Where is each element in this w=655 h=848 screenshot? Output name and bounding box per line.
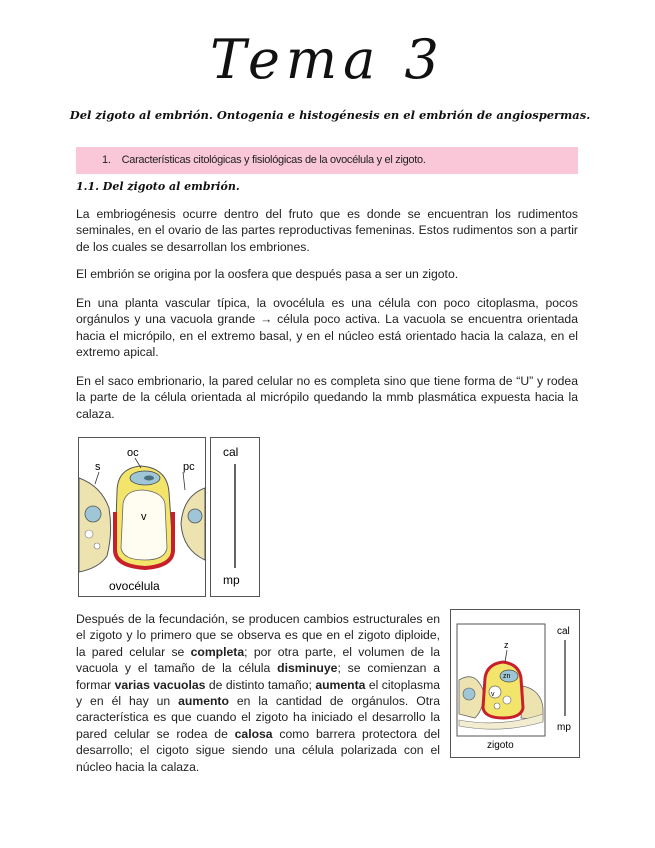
polar-cell-shape (181, 488, 205, 560)
ovocelula-figure (78, 437, 206, 597)
label-s: s (95, 461, 101, 473)
keyword-disminuye: disminuye (277, 661, 338, 676)
axis-label-mp-2: mp (557, 722, 571, 733)
section-heading-text: Características citológicas y fisiológicas de la ovocélula y el zigoto. (121, 154, 426, 166)
figure-caption-ovocelula: ovocélula (109, 579, 160, 593)
label-oc: oc (127, 447, 139, 459)
paragraph-embrion-origen: El embrión se origina por la oosfera que después pasa a ser un zigoto. (76, 267, 459, 281)
paragraph-saco-embrionario: En el saco embrionario, la pared celular no es completa sino que tiene forma de “U” y rodea la parte de la célula orientada al micrópilo quedando la mmb plasmática expuesta hacia la calaza. (76, 374, 578, 421)
page-title: Tema 3 (210, 28, 445, 91)
section-number: 1. (102, 154, 111, 166)
synergid-left-shape (79, 478, 111, 572)
polarity-axis-1 (211, 438, 259, 596)
axis-label-mp: mp (223, 573, 240, 587)
ovocelula-illustration (79, 438, 205, 596)
keyword-aumento: aumento (178, 694, 229, 709)
axis-label-cal: cal (223, 445, 239, 459)
label-pc: pc (183, 461, 195, 473)
paragraph-zigoto: Después de la fecundación, se producen cambios estructurales en el zigoto y lo primero que se observa es que en el zigoto diploide, la pared celular se completa; por otra parte, el volumen de la vacuola y el tamaño de la célula disminuye; se comienzan a formar varias vacuolas de distinto tamaño; aumenta el citoplasma y en él hay un aumento en la cantidad de orgánulos. Otra característica es que cuando el zigoto ha iniciado el desarrollo la pared celular se rodea de calosa como barrera protectora del desarrollo; el cigoto sigue siendo una célula polarizada con el núcleo hacia la calaza. (76, 612, 440, 774)
page-subtitle: Del zigoto al embrión. Ontogenia e histogénesis en el embrión de angiospermas. (69, 108, 591, 122)
paragraph-embriogenesis: La embriogénesis ocurre dentro del fruto que es donde se encuentran los rudimentos seminales, en el ovario de las partes reproductivas femeninas. Estos rudimentos son a partir de los cuales se desarrollan los embriones. (76, 207, 578, 254)
polarity-axis-figure-1 (210, 437, 260, 597)
keyword-aumenta: aumenta (315, 677, 366, 692)
section-heading (102, 154, 426, 166)
vacuole-shape (121, 490, 167, 560)
paragraph-ovocelula: En una planta vascular típica, la ovocélula es una célula con poco citoplasma, pocos orgánulos y una vacuola grande → célula poco activa. La vacuola se encuentra orientada hacia el micrópilo, en el extremo basal, y en el núcleo está orientado hacia la calaza, en el extremo apical. (76, 296, 578, 360)
subsection-heading: 1.1. Del zigoto al embrión. (76, 180, 240, 193)
label-z: z (504, 640, 509, 650)
keyword-varias-vacuolas: varias vacuolas (114, 677, 206, 692)
zigoto-illustration (451, 610, 579, 757)
zigoto-figure (450, 609, 580, 758)
label-v: v (141, 511, 147, 523)
keyword-calosa: calosa (234, 726, 273, 741)
label-v-zigoto: v (491, 691, 495, 698)
label-zn: zn (503, 673, 511, 680)
axis-label-cal-2: cal (557, 626, 570, 637)
synergid-left-nucleus (85, 506, 101, 522)
figure-caption-zigoto: zigoto (487, 740, 514, 751)
keyword-completa: completa (190, 644, 245, 659)
